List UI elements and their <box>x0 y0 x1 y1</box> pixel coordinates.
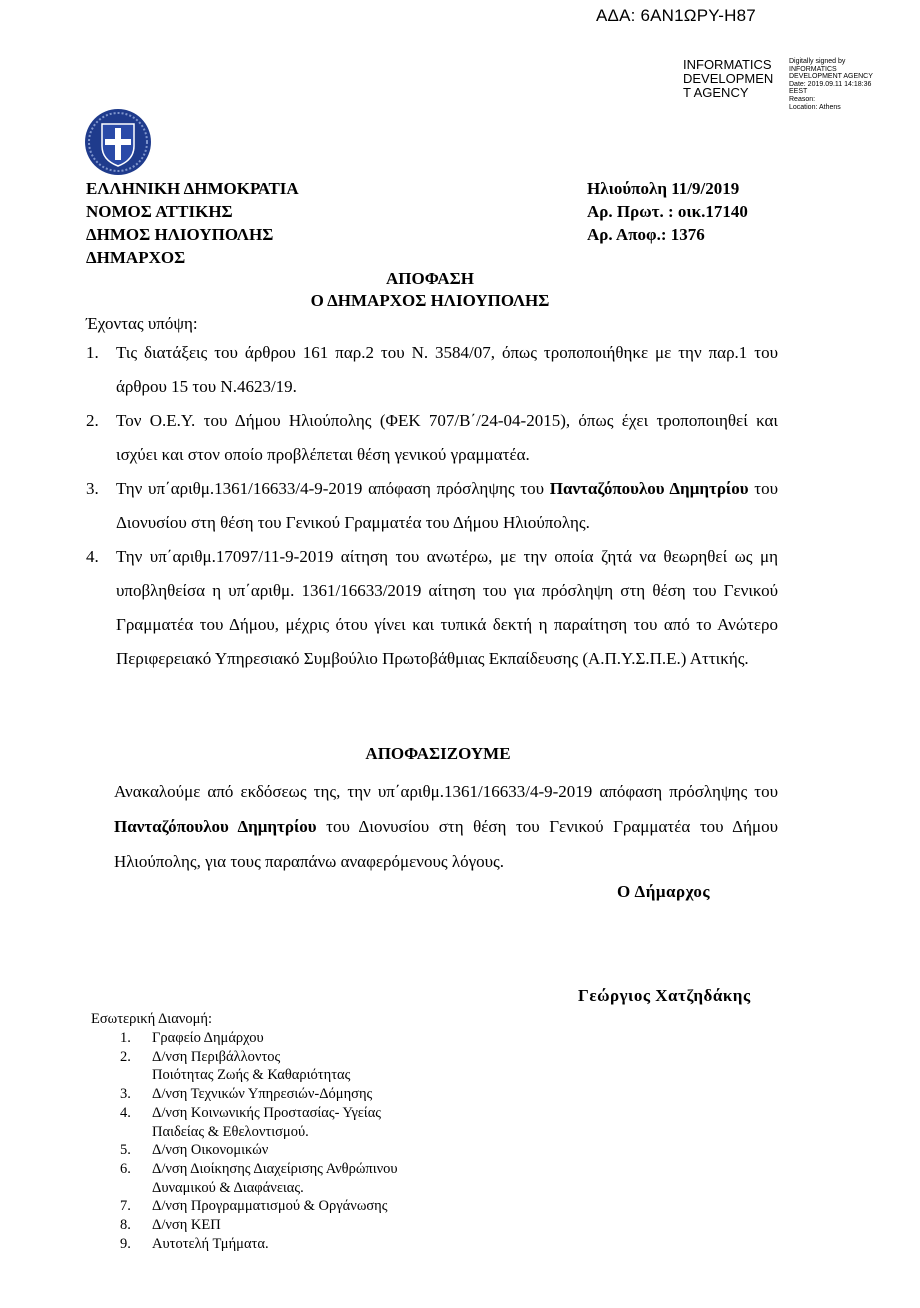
decision-number: Αρ. Αποφ.: 1376 <box>587 225 705 244</box>
consideration-text: Τον Ο.Ε.Υ. του Δήμου Ηλιούπολης (ΦΕΚ 707/Β΄/24-04-2015), όπως έχει τροποποιηθεί και ισχύει και στον οποίο προβλέπεται θέση γενικού γραμματέα. <box>116 411 778 464</box>
protocol-number: Αρ. Πρωτ. : οικ.17140 <box>587 202 748 221</box>
distribution-line: Δυναμικού & Διαφάνειας. <box>152 1179 304 1196</box>
distribution-item <box>120 1104 398 1141</box>
distribution-number: 3. <box>120 1086 131 1103</box>
distribution-item <box>120 1160 398 1197</box>
consideration-number: 1. <box>86 343 99 362</box>
distribution-item <box>120 1235 398 1254</box>
distribution-number: 2. <box>120 1048 131 1065</box>
distribution-line: Δ/νση ΚΕΠ <box>152 1217 221 1234</box>
ada-code: ΑΔΑ: 6ΑΝ1ΩΡΥ-Η87 <box>596 6 756 25</box>
decision-text: Ανακαλούμε από εκδόσεως της, την υπ΄αριθμ.1361/16633/4-9-2019 απόφαση πρόσληψης του Πανταζόπουλου Δημητρίου του Διονυσίου στη θέση του Γενικού Γραμματέα του Δήμου Ηλιούπολης, για τους παραπάνω αναφερόμενους λόγους. <box>114 782 778 871</box>
distribution-list <box>120 1029 398 1253</box>
distribution-number: 7. <box>120 1198 131 1215</box>
mayor-name: Γεώργιος Χατζηδάκης <box>578 986 751 1005</box>
signature-details <box>789 58 873 111</box>
signature-detail-line: Location: Athens <box>789 103 841 111</box>
greek-coat-of-arms-icon <box>84 108 152 176</box>
distribution-item <box>120 1085 398 1104</box>
consideration-item <box>86 472 778 540</box>
considerations-intro: Έχοντας υπόψη: <box>86 314 198 333</box>
distribution-item <box>120 1048 398 1085</box>
issuer-header <box>86 177 299 269</box>
signature-detail-line: INFORMATICS <box>789 65 837 73</box>
consideration-item <box>86 336 778 404</box>
consideration-number: 2. <box>86 411 99 430</box>
title-line: ΑΠΟΦΑΣΗ <box>386 269 474 288</box>
issuer-line: ΝΟΜΟΣ ΑΤΤΙΚΗΣ <box>86 202 233 221</box>
consideration-text: Την υπ΄αριθμ.17097/11-9-2019 αίτηση του ανωτέρω, με την οποία ζητά να θεωρηθεί ως μη υποβληθείσα η υπ΄αριθμ. 1361/16633/2019 αίτηση του για πρόσληψη στη θέση του Γενικού Γραμματέα του Δήμου, μέχρις ότου γίνει και τυπικά δεκτή η παραίτηση του από το Ανώτερο Περιφερειακό Υπηρεσιακό Συμβούλιο Πρωτοβάθμιας Εκπαίδευσης (Α.Π.Υ.Σ.Π.Ε.) Αττικής. <box>116 547 778 668</box>
distribution-title: Εσωτερική Διανομή: <box>91 1011 212 1027</box>
issuer-line: ΔΗΜΑΡΧΟΣ <box>86 248 186 267</box>
consideration-item <box>86 540 778 676</box>
distribution-number: 9. <box>120 1235 131 1252</box>
signature-detail-line: EEST <box>789 88 808 96</box>
distribution-line: Παιδείας & Εθελοντισμού. <box>152 1123 309 1140</box>
consideration-text: Τις διατάξεις του άρθρου 161 παρ.2 του Ν. 3584/07, όπως τροποποιήθηκε με την παρ.1 του άρθρου 15 του Ν.4623/19. <box>116 343 778 396</box>
distribution-item <box>120 1141 398 1160</box>
distribution-line: Δ/νση Τεχνικών Υπηρεσιών-Δόμησης <box>152 1086 373 1103</box>
signature-agency-line: T AGENCY <box>683 85 749 100</box>
issuer-line: ΔΗΜΟΣ ΗΛΙΟΥΠΟΛΗΣ <box>86 225 274 244</box>
distribution-line: Δ/νση Προγραμματισμού & Οργάνωσης <box>152 1198 388 1215</box>
signature-detail-line: Digitally signed by <box>789 58 846 65</box>
distribution-number: 8. <box>120 1217 131 1234</box>
distribution-number: 6. <box>120 1160 131 1177</box>
signature-detail-line: Date: 2019.09.11 14:18:36 <box>789 80 872 88</box>
consideration-item <box>86 404 778 472</box>
distribution-item <box>120 1029 398 1048</box>
distribution-number: 5. <box>120 1142 131 1159</box>
signature-detail-line: Reason: <box>789 95 816 103</box>
reference-header <box>587 177 748 246</box>
signature-agency <box>683 58 787 100</box>
signature-detail-line: DEVELOPMENT AGENCY <box>789 73 873 81</box>
title-line: Ο ΔΗΜΑΡΧΟΣ ΗΛΙΟΥΠΟΛΗΣ <box>310 291 550 310</box>
person-name: Πανταζόπουλου Δημητρίου <box>114 817 317 836</box>
signature-agency-line: DEVELOPMEN <box>683 71 774 86</box>
distribution-line: Ποιότητας Ζωής & Καθαριότητας <box>152 1067 351 1084</box>
signature-agency-line: INFORMATICS <box>683 57 772 72</box>
distribution-line: Δ/νση Οικονομικών <box>152 1142 269 1159</box>
distribution-line: Δ/νση Διοίκησης Διαχείρισης Ανθρώπινου <box>152 1160 398 1177</box>
consideration-text: Την υπ΄αριθμ.1361/16633/4-9-2019 απόφαση πρόσληψης του Πανταζόπουλου Δημητρίου του Διονυσίου στη θέση του Γενικού Γραμματέα του Δήμου Ηλιούπολης. <box>116 479 779 532</box>
mayor-title: Ο Δήμαρχος <box>617 882 711 901</box>
date-line: Ηλιούπολη 11/9/2019 <box>587 179 740 198</box>
distribution-item <box>120 1197 398 1216</box>
distribution-number: 4. <box>120 1104 131 1121</box>
issuer-line: ΕΛΛΗΝΙΚΗ ΔΗΜΟΚΡΑΤΙΑ <box>86 179 299 198</box>
considerations-list <box>86 336 778 676</box>
decision-heading: ΑΠΟΦΑΣΙΖΟΥΜΕ <box>365 744 511 763</box>
consideration-number: 3. <box>86 479 99 498</box>
distribution-line: Δ/νση Περιβάλλοντος <box>152 1048 281 1065</box>
distribution-item <box>120 1216 398 1235</box>
consideration-number: 4. <box>86 547 99 566</box>
person-name: Πανταζόπουλου Δημητρίου <box>549 479 749 498</box>
distribution-number: 1. <box>120 1030 131 1046</box>
distribution-line: Δ/νση Κοινωνικής Προστασίας- Υγείας <box>152 1104 382 1121</box>
distribution-line: Γραφείο Δημάρχου <box>152 1030 264 1046</box>
document-title <box>0 268 860 312</box>
distribution-line: Αυτοτελή Τμήματα. <box>152 1235 269 1252</box>
